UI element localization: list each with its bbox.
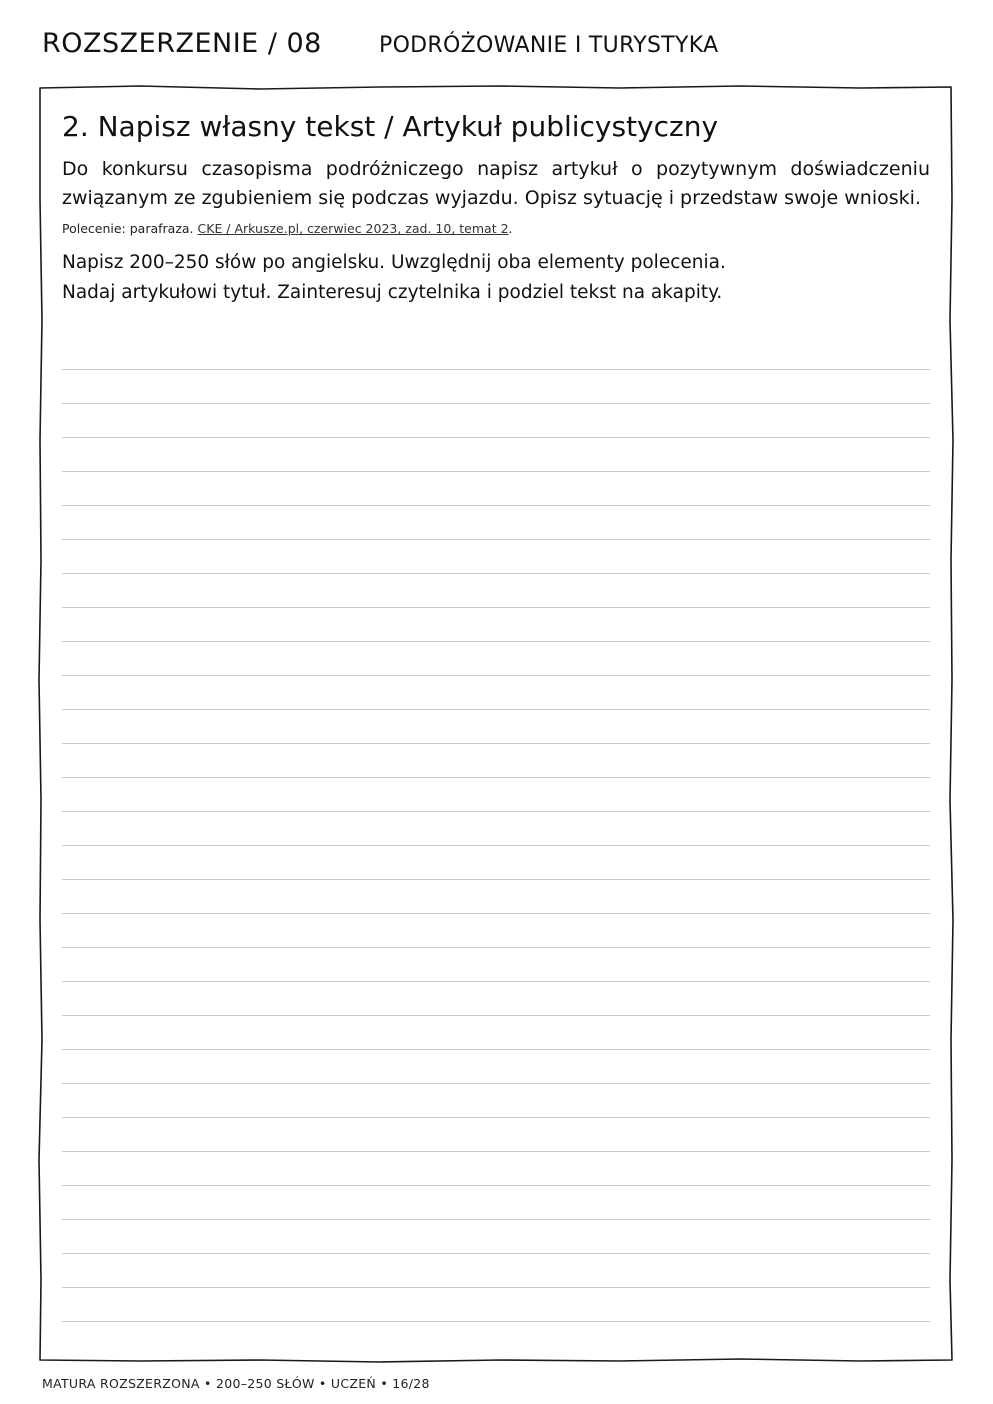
writing-line (62, 403, 930, 404)
requirement-word-count: Napisz 200–250 słów po angielsku. Uwzględnij oba elementy polecenia. (62, 252, 726, 273)
source-link[interactable]: CKE / Arkusze.pl, czerwiec 2023, zad. 10, temat 2 (197, 221, 509, 236)
writing-line (62, 369, 930, 370)
writing-line (62, 1049, 930, 1050)
writing-line (62, 1117, 930, 1118)
writing-line (62, 1321, 930, 1322)
writing-line (62, 947, 930, 948)
worksheet-topic-heading: PODRÓŻOWANIE I TURYSTYKA (379, 33, 719, 58)
writing-line (62, 845, 930, 846)
writing-line (62, 607, 930, 608)
writing-line (62, 879, 930, 880)
writing-line (62, 743, 930, 744)
writing-line (62, 573, 930, 574)
writing-line (62, 777, 930, 778)
writing-line (62, 471, 930, 472)
writing-line (62, 505, 930, 506)
writing-line (62, 1219, 930, 1220)
worksheet-level-heading: ROZSZERZENIE / 08 (42, 28, 322, 59)
source-suffix: . (508, 221, 513, 236)
writing-line (62, 641, 930, 642)
writing-line (62, 913, 930, 914)
writing-line (62, 539, 930, 540)
writing-line (62, 981, 930, 982)
writing-line (62, 1287, 930, 1288)
source-prefix: Polecenie: parafraza. (62, 221, 194, 236)
writing-line (62, 1185, 930, 1186)
writing-line (62, 709, 930, 710)
task-source (62, 221, 930, 236)
task-title: 2. Napisz własny tekst / Artykuł publicystyczny (62, 110, 719, 143)
writing-line (62, 1151, 930, 1152)
writing-line (62, 811, 930, 812)
writing-line (62, 1083, 930, 1084)
task-content (62, 104, 930, 303)
writing-line (62, 675, 930, 676)
writing-line (62, 437, 930, 438)
writing-line (62, 1015, 930, 1016)
page-footer: MATURA ROZSZERZONA • 200–250 SŁÓW • UCZEŃ • 16/28 (42, 1376, 430, 1391)
task-prompt: Do konkursu czasopisma podróżniczego napisz artykuł o pozytywnym doświadczeniu związanym ze zgubieniem się podczas wyjazdu. Opisz sytuację i przedstaw swoje wnioski. (62, 158, 930, 209)
requirement-title-paragraphs: Nadaj artykułowi tytuł. Zainteresuj czytelnika i podziel tekst na akapity. (62, 282, 723, 303)
writing-line (62, 1253, 930, 1254)
